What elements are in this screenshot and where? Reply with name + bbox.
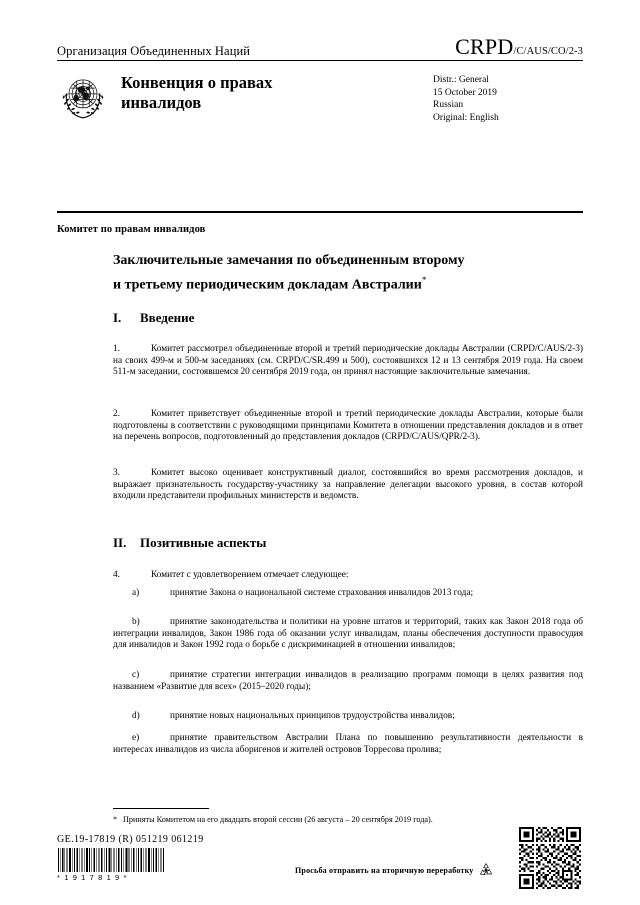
paragraph-1	[113, 344, 583, 379]
distribution-line: Distr.: General	[433, 75, 489, 85]
section-label: Позитивные аспекты	[140, 535, 267, 550]
paragraph-text: Комитет с удовлетворением отмечает следующее:	[151, 570, 349, 580]
paragraph-number: 2.	[113, 409, 120, 419]
subitem-b	[113, 617, 583, 652]
barcode-icon	[57, 848, 165, 872]
document-symbol	[455, 36, 583, 58]
subitem-text: принятие стратегии интеграции инвалидов в реализацию программ помощи в целях развития под названием «Развитие для всех» (2015–2020 годы);	[113, 670, 583, 692]
committee-name: Комитет по правам инвалидов	[57, 224, 206, 235]
subitem-d	[113, 711, 583, 723]
section-heading-positive-aspects	[113, 535, 266, 551]
footnote-separator-rule	[113, 808, 209, 809]
recycling-icon	[478, 862, 494, 878]
subitem-text: принятие Закона о национальной системе страхования инвалидов 2013 года;	[170, 588, 474, 598]
organization-name: Организация Объединенных Наций	[57, 44, 251, 58]
subitem-letter: e)	[132, 733, 140, 743]
recycle-notice-text: Просьба отправить на вторичную переработку	[295, 865, 474, 875]
paragraph-text: Комитет рассмотрел объединенные второй и третий периодические доклады Австралии (CRPD/C/AUS/2-3) на своих 499-м и 500-м заседаниях (см. CRPD/C/SR.499 и 500), состоявшихся 12 и 13 сентября 2019 года. На своем 511-м заседании, состоявшемся 20 сентября 2019 года, он принял настоящие заключительные замечания.	[113, 344, 583, 378]
convention-title: Конвенция о правах инвалидов	[121, 73, 273, 112]
barcode-block	[57, 848, 165, 882]
distribution-language: Russian	[433, 100, 464, 110]
distribution-block	[433, 70, 583, 124]
page-title	[113, 252, 563, 295]
section-heading-introduction	[113, 310, 194, 326]
header-top-row	[57, 36, 583, 58]
paragraph-text: Комитет приветствует объединенные второй и третий периодические доклады Австралии, которые были подготовлены в соответствии с руководящими принципами Комитета в отношении представления докладов и в ответ на перечень вопросов, подготовленный до представления докладов (CRPD/C/AUS/QPR/2-3).	[113, 409, 583, 443]
header-bottom-rule	[57, 211, 583, 213]
page-title-line-2: и третьему периодическим докладам Австралии	[113, 277, 422, 293]
subitem-letter: d)	[132, 711, 140, 721]
header-divider-rule	[57, 60, 583, 61]
paragraph-text: Комитет высоко оценивает конструктивный диалог, состоявшийся во время рассмотрения докладов, и выражает признательность государству-участнику за направление делегации высокого уровня, в состав которой входили представители профильных министерств и ведомств.	[113, 468, 583, 502]
job-number: GE.19-17819 (R) 051219 061219	[57, 834, 204, 845]
title-footnote-marker: *	[421, 274, 427, 285]
header-left-block	[57, 70, 336, 123]
header-body-row	[57, 70, 583, 124]
barcode-digits: *1917819*	[57, 873, 131, 882]
distribution-date: 15 October 2019	[433, 87, 497, 98]
footnote-marker: *	[113, 815, 118, 824]
subitem-c	[113, 670, 583, 693]
subitem-letter: a)	[132, 588, 140, 598]
paragraph-3	[113, 468, 583, 503]
subitem-e	[113, 733, 583, 756]
recycle-notice	[295, 862, 494, 878]
subitem-letter: b)	[132, 617, 140, 627]
paragraph-number: 3.	[113, 468, 120, 478]
section-label: Введение	[140, 310, 195, 325]
subitem-text: принятие правительством Австралии Плана по повышению результативности деятельности в интересах инвалидов из числа аборигенов и жителей островов Торресова пролива;	[113, 733, 583, 755]
qr-code-icon	[519, 827, 581, 889]
document-symbol-main: CRPD	[455, 34, 514, 59]
subitem-text: принятие новых национальных принципов трудоустройства инвалидов;	[170, 711, 455, 721]
paragraph-4	[113, 570, 583, 582]
paragraph-2	[113, 409, 583, 444]
un-emblem-icon	[57, 71, 109, 123]
footnote-text: Приняты Комитетом на его двадцать второй сессии (26 августа – 20 сентября 2019 года).	[123, 815, 433, 824]
distribution-original: Original: English	[433, 112, 499, 123]
subitem-text: принятие законодательства и политики на уровне штатов и территорий, таких как Закон 2018 года об интеграции инвалидов, Закон 1986 года об оказании услуг инвалидам, планы обеспечения доступности правосудия для инвалидов и Закон 1992 года о борьбе с дискриминацией в отношении инвалидов;	[113, 617, 583, 651]
page-title-line-1: Заключительные замечания по объединенным второму	[113, 253, 465, 268]
paragraph-number: 1.	[113, 344, 120, 354]
section-numeral: II.	[113, 535, 127, 550]
document-symbol-suffix: /C/AUS/CO/2-3	[513, 46, 583, 57]
subitem-letter: c)	[132, 670, 140, 680]
subitem-a	[113, 588, 583, 600]
section-numeral: I.	[113, 310, 122, 325]
footnote	[113, 814, 583, 825]
document-header	[57, 36, 583, 124]
paragraph-number: 4.	[113, 570, 120, 580]
